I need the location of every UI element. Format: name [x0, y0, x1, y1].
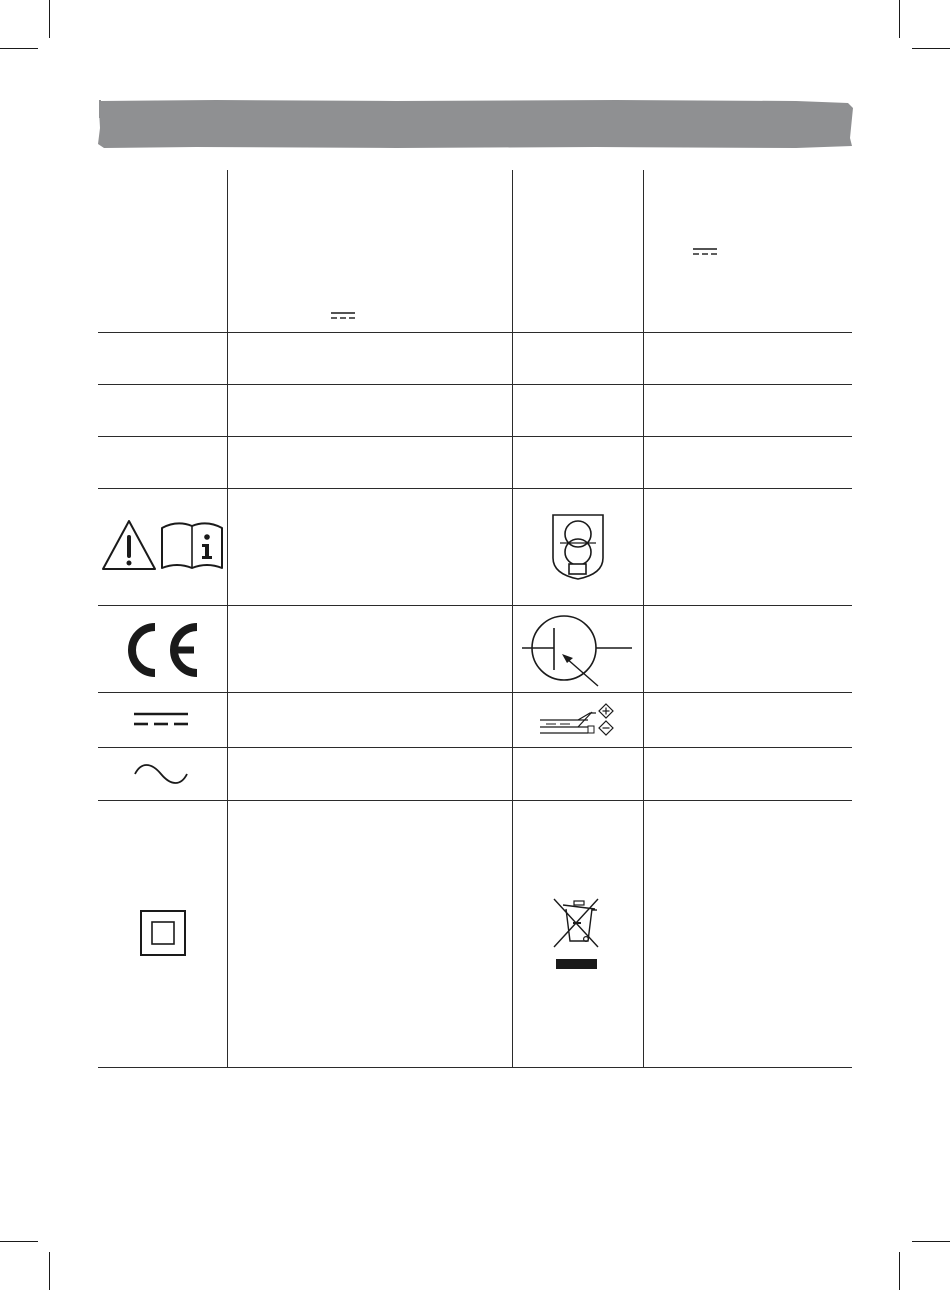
variable-resistor-icon	[520, 610, 636, 690]
crop-mark	[0, 1241, 38, 1242]
column-divider	[227, 170, 228, 1068]
crop-mark	[899, 1252, 900, 1290]
row-divider	[98, 488, 852, 489]
symbols-table	[98, 170, 852, 1068]
class-ii-double-insulation-icon	[139, 909, 187, 957]
crop-mark	[912, 1241, 950, 1242]
row-divider	[98, 384, 852, 385]
crop-mark	[899, 0, 900, 38]
crop-mark	[912, 48, 950, 49]
direct-current-icon	[133, 710, 189, 730]
crop-mark	[49, 1252, 50, 1290]
dc-symbol-small	[692, 248, 718, 256]
row-divider	[98, 332, 852, 333]
row-divider	[98, 800, 852, 801]
safety-isolating-transformer-icon	[550, 512, 606, 582]
dc-symbol-small	[330, 312, 356, 320]
row-divider	[98, 605, 852, 606]
ce-mark-icon	[122, 622, 202, 678]
alternating-current-icon	[133, 761, 189, 787]
row-divider	[98, 436, 852, 437]
header-bar	[96, 98, 854, 150]
row-divider	[98, 1067, 852, 1068]
crop-mark	[0, 48, 38, 49]
row-divider	[98, 692, 852, 693]
warning-and-read-manual-icon	[102, 518, 224, 574]
weee-crossed-bin-icon	[551, 895, 605, 971]
crop-mark	[49, 0, 50, 38]
row-divider	[98, 747, 852, 748]
column-divider	[643, 170, 644, 1068]
battery-polarity-icon	[538, 702, 618, 738]
column-divider	[512, 170, 513, 1068]
